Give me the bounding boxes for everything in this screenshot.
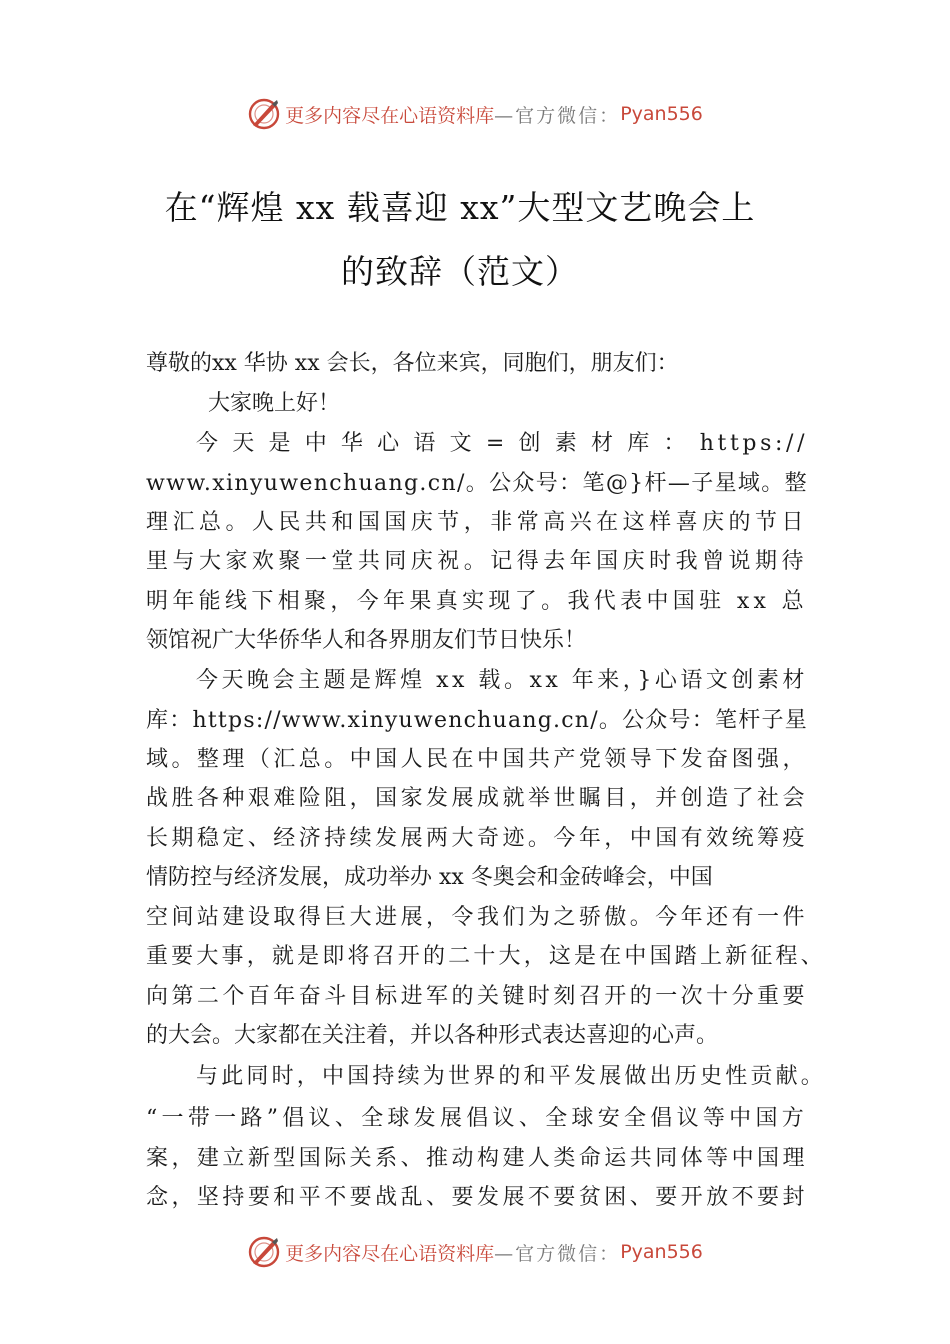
paragraph-2-line-9: 向第二个百年奋斗目标进军的关键时刻召开的一次十分重要 bbox=[146, 984, 808, 1009]
paragraph-1-line-4: 里与大家欢聚一堂共同庆祝。记得去年国庆时我曾说期待 bbox=[146, 549, 808, 574]
paragraph-2-line-3: 域。整理（汇总。中国人民在中国共产党领导下发奋图强， bbox=[146, 747, 808, 772]
banner-red-text: 更多内容尽在心语资料库 bbox=[285, 104, 495, 127]
document-title-line-1: 在“辉煌 xx 载喜迎 xx”大型文艺晚会上 bbox=[164, 188, 756, 227]
salutation-line: 尊敬的xx 华协 xx 会长，各位来宾，同胞们，朋友们： bbox=[146, 351, 679, 376]
paragraph-2-line-7: 空间站建设取得巨大进展，令我们为之骄傲。今年还有一件 bbox=[146, 905, 808, 930]
quill-logo-icon bbox=[247, 1235, 281, 1269]
paragraph-1-line-6: 领馆祝广大华侨华人和各界朋友们节日快乐！ bbox=[146, 628, 587, 653]
paragraph-2-line-2: 库：https://www.xinyuwenchuang.cn/。公众号：笔杆子星 bbox=[146, 708, 808, 733]
paragraph-1-line-2: www.xinyuwenchuang.cn/。公众号：笔@}杆—子星域。整 bbox=[146, 471, 808, 496]
paragraph-3-line-4: 念，坚持要和平不要战乱、要发展不要贫困、要开放不要封 bbox=[146, 1185, 808, 1210]
banner-red-text: 更多内容尽在心语资料库 bbox=[285, 1242, 495, 1265]
banner-wechat-id: Pyan556 bbox=[620, 1241, 703, 1263]
paragraph-3-line-1: 与此同时，中国持续为世界的和平发展做出历史性贡献。 bbox=[196, 1064, 826, 1089]
banner-gray-text: —官方微信： bbox=[494, 104, 621, 127]
footer-banner bbox=[0, 1232, 950, 1272]
banner-wechat-id: Pyan556 bbox=[620, 103, 703, 125]
greeting-line: 大家晚上好！ bbox=[208, 391, 341, 416]
quill-logo-icon bbox=[247, 97, 281, 131]
paragraph-2-line-1: 今天晚会主题是辉煌 xx 载。xx 年来，}心语文创素材 bbox=[196, 668, 808, 693]
paragraph-2-line-6: 情防控与经济发展，成功举办 xx 冬奥会和金砖峰会，中国 bbox=[146, 865, 713, 890]
paragraph-2-line-8: 重要大事，就是即将召开的二十大，这是在中国踏上新征程、 bbox=[146, 944, 826, 969]
paragraph-3-line-2: “一带一路”倡议、全球发展倡议、全球安全倡议等中国方 bbox=[146, 1106, 808, 1131]
paragraph-2-line-4: 战胜各种艰难险阻，国家发展成就举世瞩目，并创造了社会 bbox=[146, 786, 808, 811]
paragraph-3-line-3: 案，建立新型国际关系、推动构建人类命运共同体等中国理 bbox=[146, 1146, 808, 1171]
paragraph-1-line-3: 理汇总。人民共和国国庆节，非常高兴在这样喜庆的节日 bbox=[146, 510, 808, 535]
paragraph-2-line-5: 长期稳定、经济持续发展两大奇迹。今年，中国有效统筹疫 bbox=[146, 826, 808, 851]
banner-gray-text: —官方微信： bbox=[494, 1242, 621, 1265]
header-banner bbox=[0, 94, 950, 134]
paragraph-1-line-5: 明年能线下相聚，今年果真实现了。我代表中国驻 xx 总 bbox=[146, 589, 808, 614]
paragraph-2-line-10: 的大会。大家都在关注着，并以各种形式表达喜迎的心声。 bbox=[146, 1023, 719, 1048]
paragraph-1-line-1: 今 天 是 中 华 心 语 文 = 创 素 材 库 ： https:// bbox=[196, 431, 808, 456]
document-title-line-2: 的致辞（范文） bbox=[341, 252, 579, 291]
